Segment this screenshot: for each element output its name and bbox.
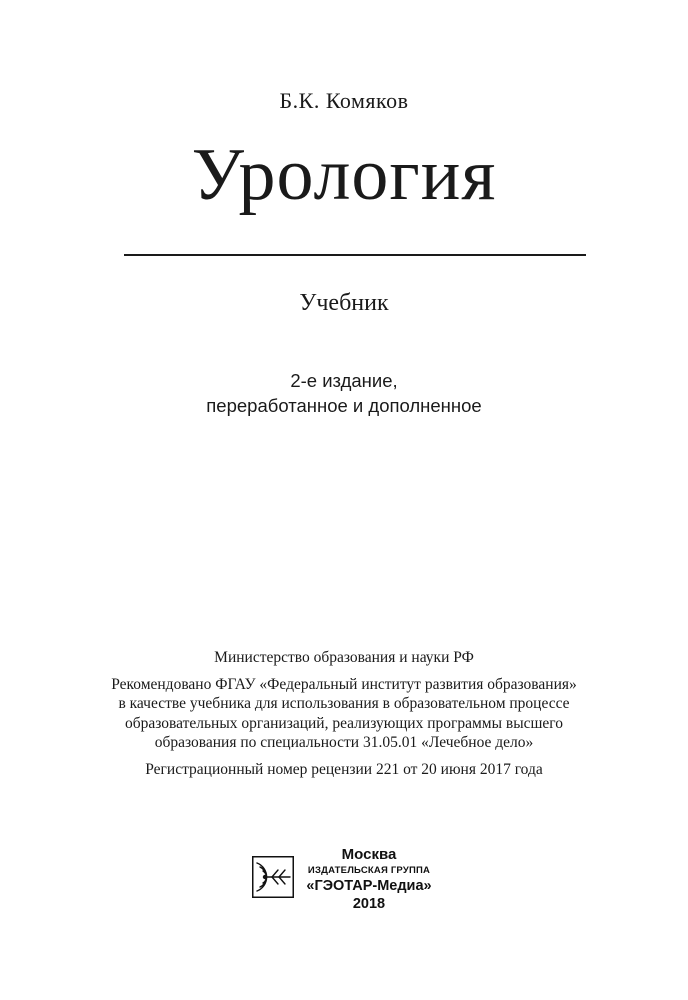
book-title: Урология <box>191 134 497 216</box>
edition-line-2: переработанное и дополненное <box>206 395 482 416</box>
approval-block <box>0 648 688 779</box>
book-subtitle: Учебник <box>299 290 389 316</box>
publisher-text <box>296 846 442 913</box>
publisher-group: ИЗДАТЕЛЬСКАЯ ГРУППА <box>307 865 431 876</box>
publisher-name: «ГЭОТАР-Медиа» <box>306 878 432 894</box>
registration-line: Регистрационный номер рецензии 221 от 20 июня 2017 года <box>145 760 543 778</box>
publication-year: 2018 <box>352 896 386 912</box>
recommendation-line-4: образования по специальности 31.05.01 «Лечебное дело» <box>154 734 534 751</box>
recommendation-line-1: Рекомендовано ФГАУ «Федеральный институт развития образования» <box>111 675 577 693</box>
publisher-city: Москва <box>341 846 397 863</box>
edition-line-1: 2-е издание, <box>290 370 398 391</box>
edition-info <box>0 368 688 418</box>
ministry-line: Министерство образования и науки РФ <box>214 649 474 666</box>
publisher-block <box>252 846 442 914</box>
recommendation-line-3: образовательных организаций, реализующих программы высшего <box>124 714 564 732</box>
geotar-logo-icon <box>252 856 294 898</box>
title-divider <box>124 254 586 256</box>
recommendation-line-2: в качестве учебника для использования в образовательном процессе <box>118 695 570 712</box>
author-name: Б.К. Комяков <box>279 88 409 113</box>
